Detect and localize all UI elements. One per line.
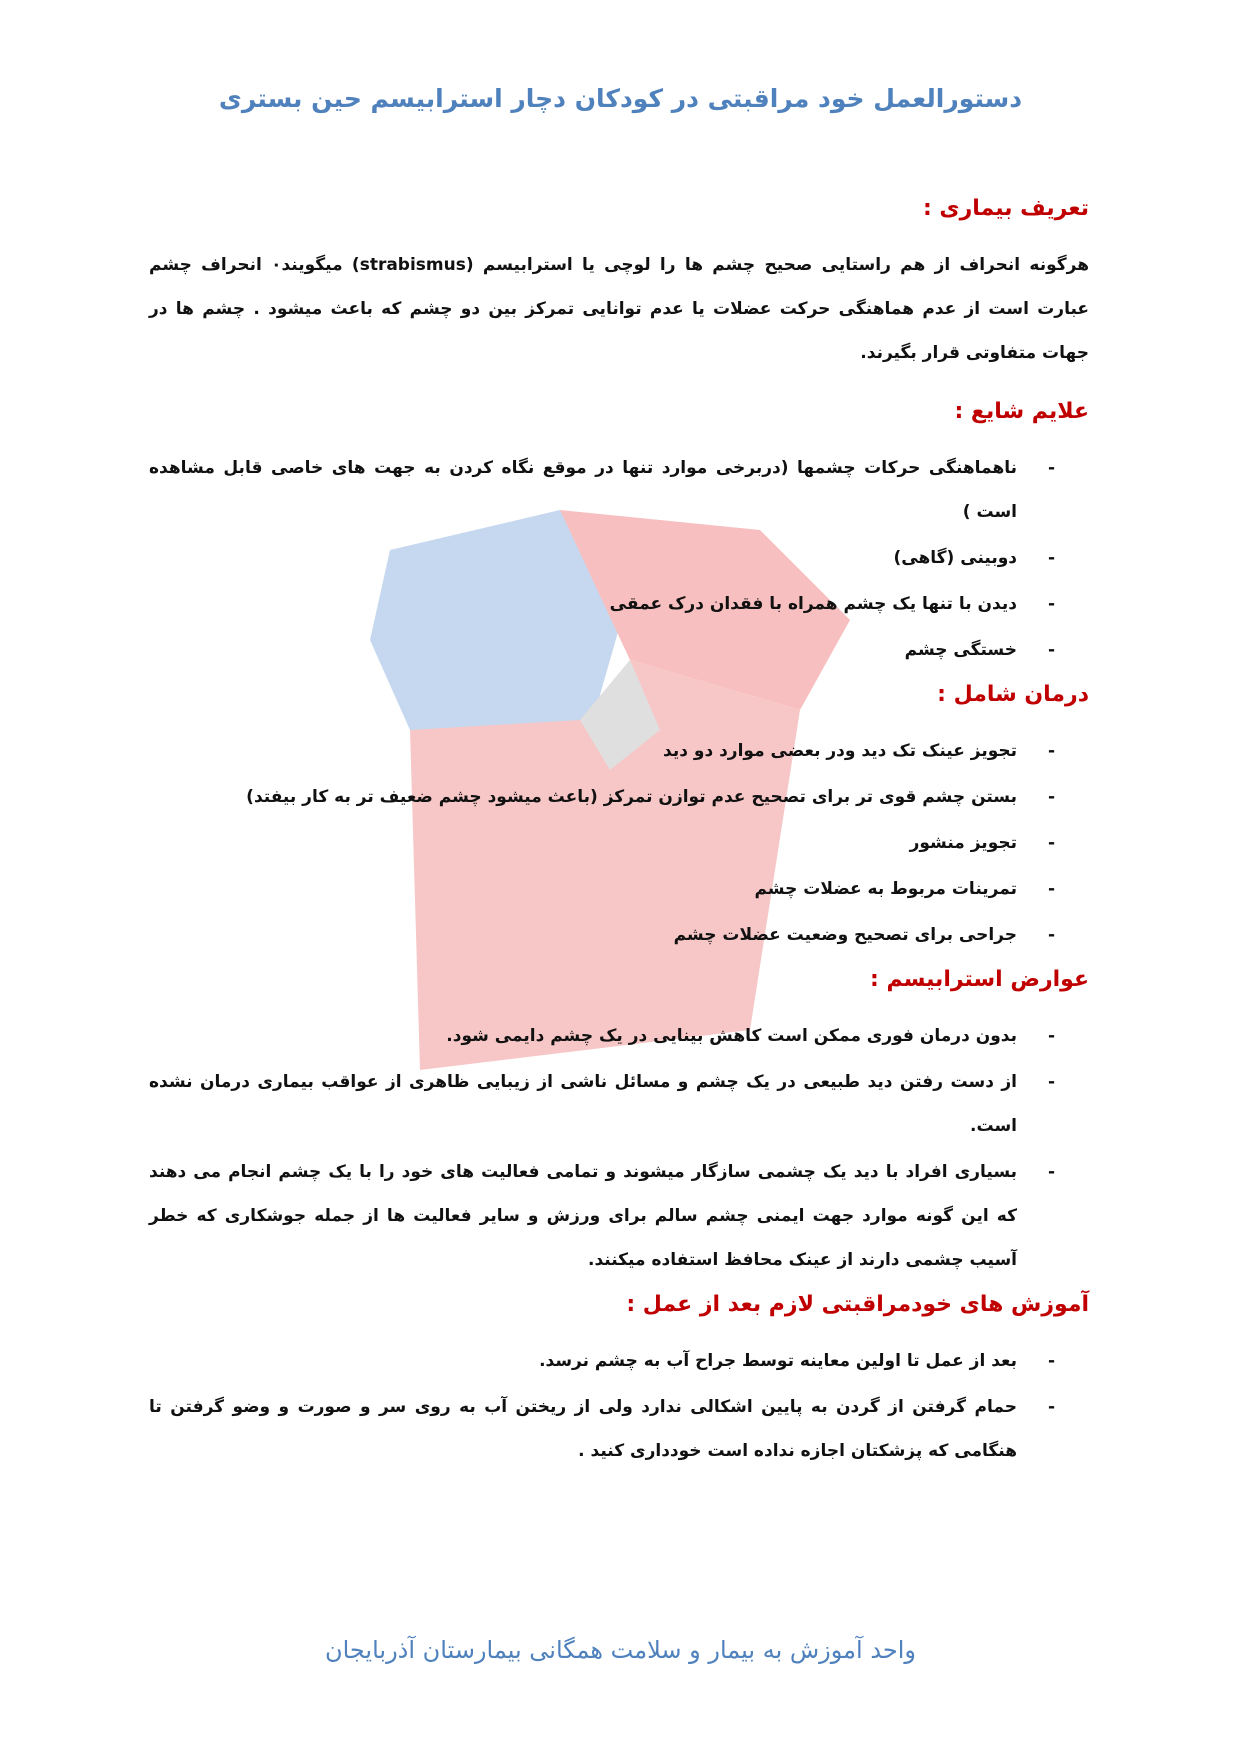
section-complications xyxy=(149,967,1089,1282)
symptoms-list xyxy=(149,446,1089,672)
section-treatment xyxy=(149,682,1089,957)
complications-list xyxy=(149,1014,1089,1282)
list-item: - از دست رفتن دید طبیعی در یک چشم و مسائل ناشی از زیبایی ظاهری از عواقب بیماری درمان نشده است. xyxy=(149,1060,1017,1148)
list-item: - بسیاری افراد با دید یک چشمی سازگار میشوند و تمامی فعالیت های خود را با یک چشم انجام می دهند که این گونه موارد جهت ایمنی چشم سالم برای ورزش و سایر فعالیت ها از جمله جوشکاری که خطر آسیب چشمی دارند از عینک محافظ استفاده میکنند. xyxy=(149,1150,1017,1282)
section-heading: تعریف بیماری : xyxy=(922,196,1089,221)
document-footer: واحد آموزش به بیمار و سلامت همگانی بیمارستان آذربایجان xyxy=(324,1636,917,1664)
list-item: - خستگی چشم xyxy=(149,628,1017,672)
list-item: - دیدن با تنها یک چشم همراه با فقدان درک عمقی xyxy=(149,582,1017,626)
list-item: - بعد از عمل تا اولین معاینه توسط جراح آب به چشم نرسد. xyxy=(149,1339,1017,1383)
list-item: - جراحی برای تصحیح وضعیت عضلات چشم xyxy=(149,913,1017,957)
list-item: - بدون درمان فوری ممکن است کاهش بینایی در یک چشم دایمی شود. xyxy=(149,1014,1017,1058)
document-title: دستورالعمل خود مراقبتی در کودکان دچار استرابیسم حین بستری xyxy=(218,84,1023,113)
list-item: - تجویز منشور xyxy=(149,821,1017,865)
section-symptoms xyxy=(149,399,1089,672)
list-item: - حمام گرفتن از گردن به پایین اشکالی ندارد ولی از ریختن آب به روی سر و صورت و وضو گرفتن تا هنگامی که پزشکتان اجازه نداده است خودداری کنید . xyxy=(149,1385,1017,1473)
list-item: - بستن چشم قوی تر برای تصحیح عدم توازن تمرکز (باعث میشود چشم ضعیف تر به کار بیفتد) xyxy=(149,775,1017,819)
list-item: - دوبینی (گاهی) xyxy=(149,536,1017,580)
section-heading: درمان شامل : xyxy=(937,682,1089,707)
document-content xyxy=(149,196,1089,1483)
section-heading: عوارض استرابیسم : xyxy=(869,967,1089,992)
section-heading: علایم شایع : xyxy=(954,399,1089,424)
section-postop-care xyxy=(149,1292,1089,1473)
treatment-list xyxy=(149,729,1089,957)
section-heading: آموزش های خودمراقبتی لازم بعد از عمل : xyxy=(626,1292,1089,1317)
list-item: - تجویز عینک تک دید ودر بعضی موارد دو دید xyxy=(149,729,1017,773)
postop-care-list xyxy=(149,1339,1089,1473)
list-item: - تمرینات مربوط به عضلات چشم xyxy=(149,867,1017,911)
list-item: - ناهماهنگی حرکات چشمها (دربرخی موارد تنها در موقع نگاه کردن به جهت های خاصی قابل مشاهده است ) xyxy=(149,446,1017,534)
section-definition xyxy=(149,196,1089,375)
section-paragraph: هرگونه انحراف از هم راستایی صحیح چشم ها را لوچی یا استرابیسم (strabismus) میگویند۰ انحراف چشم عبارت است از عدم هماهنگی حرکت عضلات یا عدم توانایی تمرکز بین دو چشم که باعث میشود . چشم ها در جهات متفاوتی قرار بگیرند. xyxy=(149,255,1089,363)
